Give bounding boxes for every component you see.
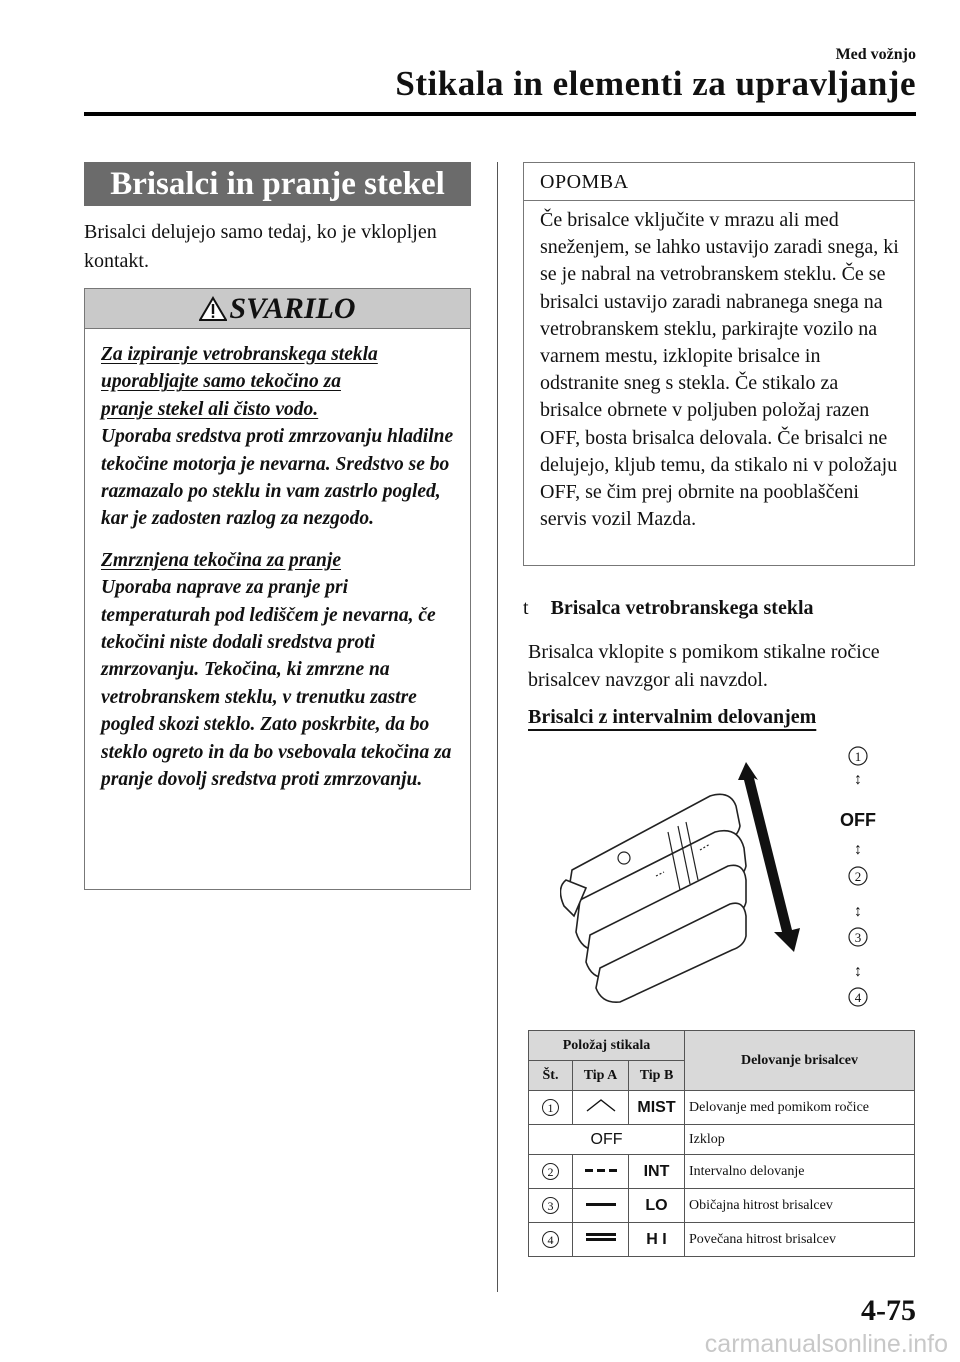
- position-number: 3: [542, 1197, 559, 1214]
- watermark: carmanualsonline.info: [704, 1330, 948, 1358]
- type-b-label: INT: [629, 1155, 685, 1189]
- position-indicators: [840, 747, 876, 1006]
- warning-underlined-line: uporabljajte samo tekočino za: [101, 371, 341, 393]
- interval-wipers-heading: Brisalci z intervalnim delovanjem: [528, 706, 817, 728]
- table-row: [529, 1155, 915, 1189]
- wiper-lever-drawing: [560, 794, 746, 1002]
- windshield-wipers-heading: [523, 597, 814, 620]
- page-title: Stikala in elementi za upravljanje: [395, 64, 916, 103]
- warning-triangle-icon: [199, 296, 227, 322]
- table-header-type-b: Tip B: [629, 1061, 685, 1091]
- warning-paragraph-2: [101, 547, 456, 794]
- table-row: [529, 1091, 915, 1125]
- note-text: Če brisalce vključite v mrazu ali med sneženjem, se lahko ustavijo zaradi snega, ki se je nabral na vetrobranskem steklu. Če se brisalci ustavijo zaradi nabranega snega na vetrobranskem steklu, parkirajte vozilo na varnem mestu, izklopite brisalce in odstranite sneg s stekla. Če stikalo za brisalce obrnete v poljuben položaj razen OFF, bosta brisalca delovala. Če brisalci ne delujejo, kljub temu, da stikalo ni v položaju OFF, se čim prej obrnite na pooblaščeni servis vozil Mazda.: [540, 209, 899, 531]
- column-divider: [497, 162, 498, 1292]
- section-intro: Brisalci delujejo samo tedaj, ko je vklopljen kontakt.: [84, 221, 437, 272]
- warning-underlined-line: pranje stekel ali čisto vodo.: [101, 398, 319, 420]
- action-text: Izklop: [685, 1125, 915, 1155]
- action-text: Povečana hitrost brisalcev: [685, 1223, 915, 1257]
- mist-symbol-icon: [583, 1097, 619, 1113]
- chapter-label: Med vožnjo: [835, 46, 916, 63]
- warning-paragraph-1: [101, 341, 456, 533]
- double-arrow-icon: [738, 762, 800, 952]
- hi-double-line-icon: [583, 1231, 619, 1243]
- note-header: OPOMBA: [524, 163, 914, 201]
- position-number: 2: [542, 1163, 559, 1180]
- position-number: 4: [542, 1231, 559, 1248]
- svg-text:↕: ↕: [854, 841, 862, 858]
- position-2-label: 2: [854, 869, 862, 884]
- action-text: Običajna hitrost brisalcev: [685, 1189, 915, 1223]
- svg-text:↕: ↕: [854, 963, 862, 980]
- table-row: [529, 1125, 915, 1155]
- note-box: [523, 162, 915, 566]
- wiper-lever-illustration: [560, 740, 900, 1020]
- windshield-wipers-text: Brisalca vklopite s pomikom stikalne ročice brisalcev navzgor ali navzdol.: [528, 641, 880, 691]
- lo-line-icon: [583, 1199, 619, 1209]
- type-b-label: LO: [629, 1189, 685, 1223]
- svg-text:↕: ↕: [854, 771, 862, 788]
- table-row: [529, 1223, 915, 1257]
- off-label: OFF: [529, 1125, 685, 1155]
- table-row: [529, 1189, 915, 1223]
- warning-text: Uporaba sredstva proti zmrzovanju hladilne tekočine motorja je nevarna. Sredstvo se bo razmazalo po steklu in vam zastrlo pogled, kar je zadosten razlog za nezgodo.: [101, 426, 454, 530]
- wiper-positions-table: [528, 1030, 915, 1257]
- position-off-label: OFF: [840, 810, 876, 830]
- position-3-label: 3: [854, 930, 862, 945]
- section-title: Brisalci in pranje stekel: [84, 162, 471, 206]
- position-4-label: 4: [854, 990, 862, 1005]
- page-number: 4-75: [861, 1294, 916, 1327]
- action-text: Intervalno delovanje: [685, 1155, 915, 1189]
- table-header-position: Položaj stikala: [529, 1031, 685, 1061]
- table-header-type-a: Tip A: [573, 1061, 629, 1091]
- int-dashes-icon: [583, 1165, 619, 1175]
- warning-header: [85, 289, 470, 329]
- table-header-action: Delovanje brisalcev: [685, 1031, 915, 1091]
- bullet-marker: t: [523, 597, 529, 619]
- action-text: Delovanje med pomikom ročice: [685, 1091, 915, 1125]
- position-number: 1: [542, 1099, 559, 1116]
- warning-underlined-line: Za izpiranje vetrobranskega stekla: [101, 344, 378, 365]
- svg-text:↕: ↕: [854, 903, 862, 920]
- type-b-label: H I: [629, 1223, 685, 1257]
- table-header-no: Št.: [529, 1061, 573, 1091]
- warning-label: SVARILO: [229, 292, 356, 325]
- warning-subheading: Zmrznjena tekočina za pranje: [101, 549, 341, 571]
- position-1-label: 1: [854, 749, 862, 764]
- warning-text: Uporaba naprave za pranje pri temperaturah pod lediščem je nevarna, če tekočini niste dodali sredstva proti zmrzovanju. Tekočina, ki zmrzne na vetrobranskem steklu, v trenutku zastre pogled skozi steklo. Zato poskrbite, da bo steklo ogreto in da bo vsebovala tekočina za pranje dovolj sredstva proti zmrzovanju.: [101, 577, 452, 791]
- warning-box: [84, 288, 471, 890]
- header-rule: [84, 112, 916, 116]
- windshield-wipers-title: Brisalca vetrobranskega stekla: [550, 597, 814, 619]
- type-b-label: MIST: [629, 1091, 685, 1125]
